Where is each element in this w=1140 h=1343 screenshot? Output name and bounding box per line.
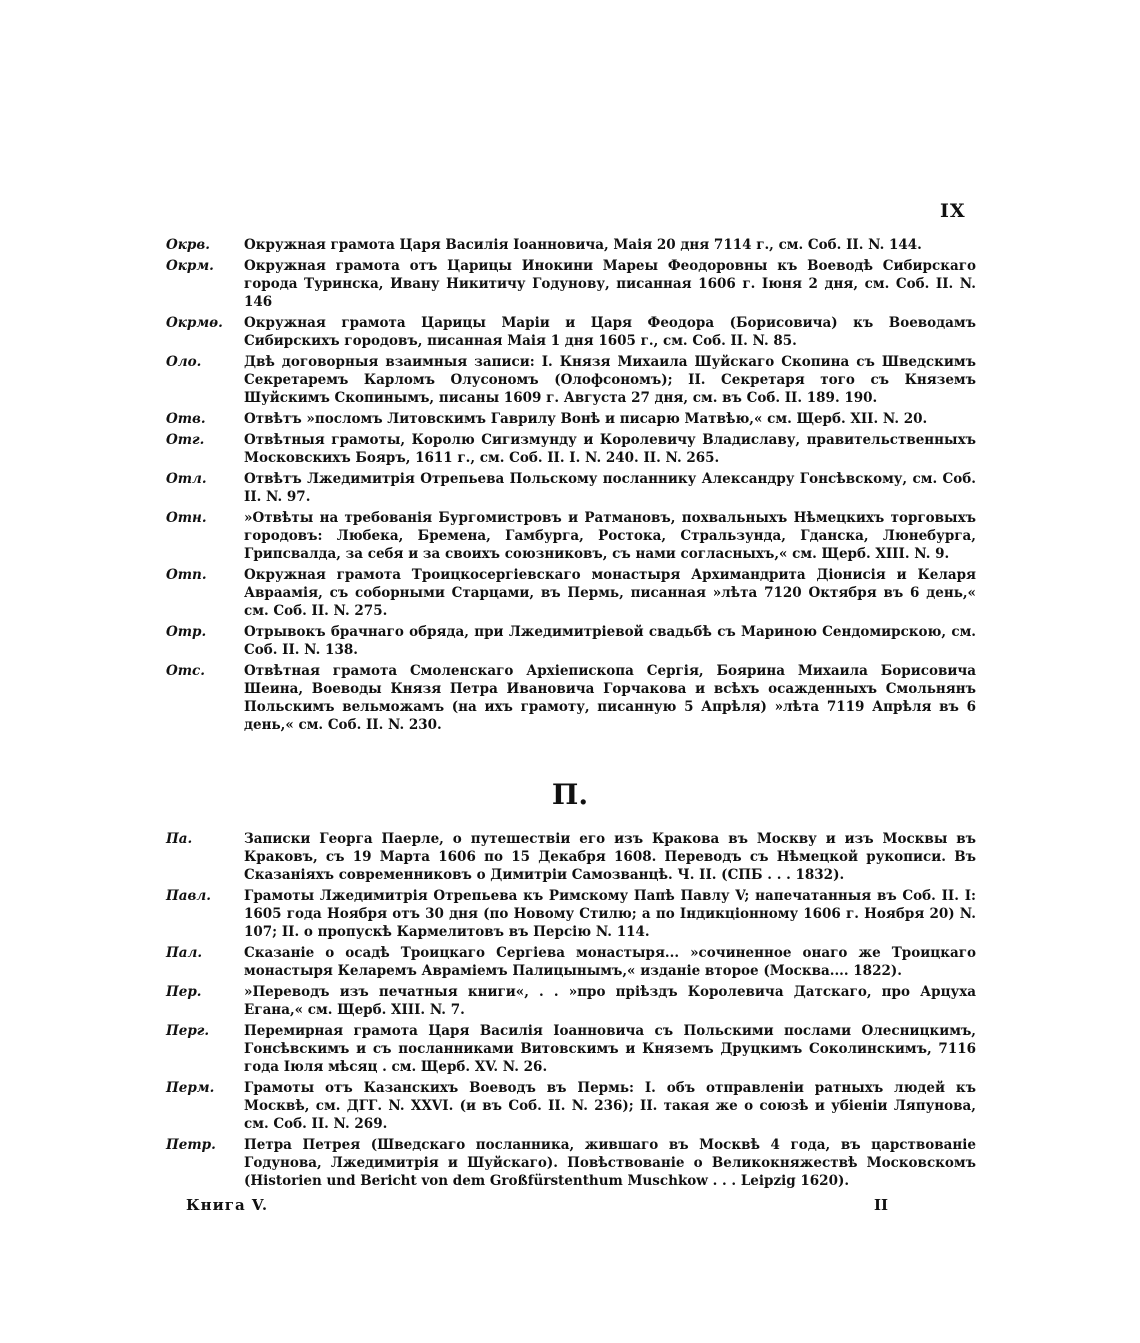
entry-abbreviation: Пер.	[166, 984, 202, 1000]
list-item	[166, 410, 976, 428]
list-item	[166, 1136, 976, 1190]
entry-text: Сказаніе о осадѣ Троицкаго Сергіева монастыря... »сочиненное онаго же Троицкаго монастыря Келаремъ Авраміемъ Палицынымъ,« изданіе второе (Москва.... 1822).	[244, 945, 976, 979]
list-item	[166, 662, 976, 734]
entry-text: Отвѣтъ »посломъ Литовскимъ Гаврилу Вонѣ и писарю Матвѣю,« см. Щерб. XII. N. 20.	[244, 411, 928, 427]
entry-text: Отвѣтная грамота Смоленскаго Архіепископа Сергія, Боярина Михаила Борисовича Шеина, Воеводы Князя Петра Ивановича Горчакова и всѣхъ осажденныхъ Смольнянъ Польскимъ вельможамъ (на ихъ грамоту, писанную 5 Апрѣля) »лѣта 7119 Апрѣля въ 6 день,« см. Соб. II. N. 230.	[244, 663, 976, 733]
entry-text: Окружная грамота Царицы Маріи и Царя Феодора (Борисовича) къ Воеводамъ Сибирскихъ городовъ, писанная Маія 1 дня 1605 г., см. Соб. II. N. 85.	[244, 315, 976, 349]
entry-abbreviation: Пал.	[166, 945, 203, 961]
entry-list-o	[166, 236, 976, 737]
entry-text: Окружная грамота отъ Царицы Инокини Мареы Феодоровны къ Воеводѣ Сибирскаго города Туринска, Ивану Никитичу Годунову, писанная 1606 г. Іюня 2 дня, см. Соб. II. N. 146	[244, 258, 976, 310]
entry-abbreviation: Отл.	[166, 471, 207, 487]
list-item	[166, 509, 976, 563]
list-item	[166, 566, 976, 620]
entry-abbreviation: Оло.	[166, 354, 202, 370]
entry-abbreviation: Отн.	[166, 510, 207, 526]
entry-text: Отрывокъ брачнаго обряда, при Лжедимитріевой свадьбѣ съ Мариною Сендомирскою, см. Соб. II. N. 138.	[244, 624, 976, 658]
entry-text: Двѣ договорныя взаимныя записи: I. Князя Михаила Шуйскаго Скопина съ Шведскимъ Секретаремъ Карломъ Олусономъ (Олофсономъ); II. Секретаря того съ Княземъ Шуйскимъ Скопинымъ, писаны 1609 г. Августа 27 дня, см. въ Соб. II. 189. 190.	[244, 354, 976, 406]
list-item	[166, 1079, 976, 1133]
page-number: IX	[940, 200, 966, 222]
entry-text: Отвѣтныя грамоты, Королю Сигизмунду и Королевичу Владиславу, правительственныхъ Московскихъ Бояръ, 1611 г., см. Соб. II. I. N. 240. II. N. 265.	[244, 432, 976, 466]
sheet-mark: II	[874, 1196, 889, 1214]
entry-text: Грамоты Лжедимитрія Отрепьева къ Римскому Папѣ Павлу V; напечатанныя въ Соб. II. I: 1605 года Ноября отъ 30 дня (по Новому Стилю; а по Індикціонному 1606 г. Ноября 20) N. 107; II. о пропускѣ Кармелитовъ въ Персію N. 114.	[244, 888, 976, 940]
list-item	[166, 257, 976, 311]
list-item	[166, 236, 976, 254]
entry-text: Петра Петрея (Шведскаго посланника, жившаго въ Москвѣ 4 года, въ царствованіе Годунова, Лжедимитрія и Шуйскаго). Повѣствованіе о Великокняжествѣ Московскомъ (Historien und Bericht von dem Großfürstenthum Muschkow . . . Leipzig 1620).	[244, 1137, 976, 1189]
entry-text: »Отвѣты на требованія Бургомистровъ и Ратмановъ, похвальныхъ Нѣмецкихъ торговыхъ городовъ: Любека, Бремена, Гамбурга, Ростока, Стральзунда, Гданска, Люнебурга, Грипсвалда, за себя и за своихъ союзниковъ, съ нами согласныхъ,« см. Щерб. XIII. N. 9.	[244, 510, 976, 562]
list-item	[166, 983, 976, 1019]
entry-abbreviation: Отр.	[166, 624, 207, 640]
list-item	[166, 353, 976, 407]
section-heading: П.	[551, 778, 589, 811]
entry-abbreviation: Окрв.	[166, 237, 210, 253]
entry-list-p	[166, 830, 976, 1193]
signature-mark: Книга V.	[186, 1196, 269, 1214]
list-item	[166, 887, 976, 941]
entry-abbreviation: Перг.	[166, 1023, 210, 1039]
entry-abbreviation: Отс.	[166, 663, 205, 679]
entry-abbreviation: Отп.	[166, 567, 207, 583]
list-item	[166, 830, 976, 884]
entry-text: Перемирная грамота Царя Василія Іоанновича съ Польскими послами Олесницкимъ, Гонсѣвскимъ и съ посланниками Витовскимъ и Княземъ Друцкимъ Соколинскимъ, 7116 года Іюля мѣсяц . см. Щерб. XV. N. 26.	[244, 1023, 976, 1075]
list-item	[166, 314, 976, 350]
entry-abbreviation: Павл.	[166, 888, 211, 904]
entry-abbreviation: Окрмө.	[166, 315, 223, 331]
entry-text: Грамоты отъ Казанскихъ Воеводъ въ Пермь: I. объ отправленіи ратныхъ людей къ Москвѣ, см. ДГГ. N. XXVI. (и въ Соб. II. N. 236); II. такая же о союзѣ и убіеніи Ляпунова, см. Соб. II. N. 269.	[244, 1080, 976, 1132]
entry-abbreviation: Окрм.	[166, 258, 214, 274]
list-item	[166, 1022, 976, 1076]
entry-abbreviation: Па.	[166, 831, 193, 847]
entry-abbreviation: Перм.	[166, 1080, 215, 1096]
entry-abbreviation: Петр.	[166, 1137, 216, 1153]
entry-text: Окружная грамота Троицкосергіевскаго монастыря Архимандрита Діонисія и Келаря Авраамія, съ соборными Старцами, въ Пермь, писанная »лѣта 7120 Октября въ 6 день,« см. Соб. II. N. 275.	[244, 567, 976, 619]
entry-text: Отвѣтъ Лжедимитрія Отрепьева Польскому посланнику Александру Гонсѣвскому, см. Соб. II. N. 97.	[244, 471, 976, 505]
entry-text: Окружная грамота Царя Василія Іоанновича, Маія 20 дня 7114 г., см. Соб. II. N. 144.	[244, 237, 922, 253]
entry-text: Записки Георга Паерле, о путешествіи его изъ Кракова въ Москву и изъ Москвы въ Краковъ, съ 19 Марта 1606 по 15 Декабря 1608. Переводъ съ Нѣмецкой рукописи. Въ Сказаніяхъ современниковъ о Димитріи Самозванцѣ. Ч. II. (СПБ . . . 1832).	[244, 831, 976, 883]
list-item	[166, 470, 976, 506]
list-item	[166, 944, 976, 980]
list-item	[166, 623, 976, 659]
list-item	[166, 431, 976, 467]
entry-text: »Переводъ изъ печатныя книги«, . . »про пріѣздъ Королевича Датскаго, про Арцуха Егана,« см. Щерб. XIII. N. 7.	[244, 984, 976, 1018]
entry-abbreviation: Отг.	[166, 432, 205, 448]
entry-abbreviation: Отв.	[166, 411, 206, 427]
